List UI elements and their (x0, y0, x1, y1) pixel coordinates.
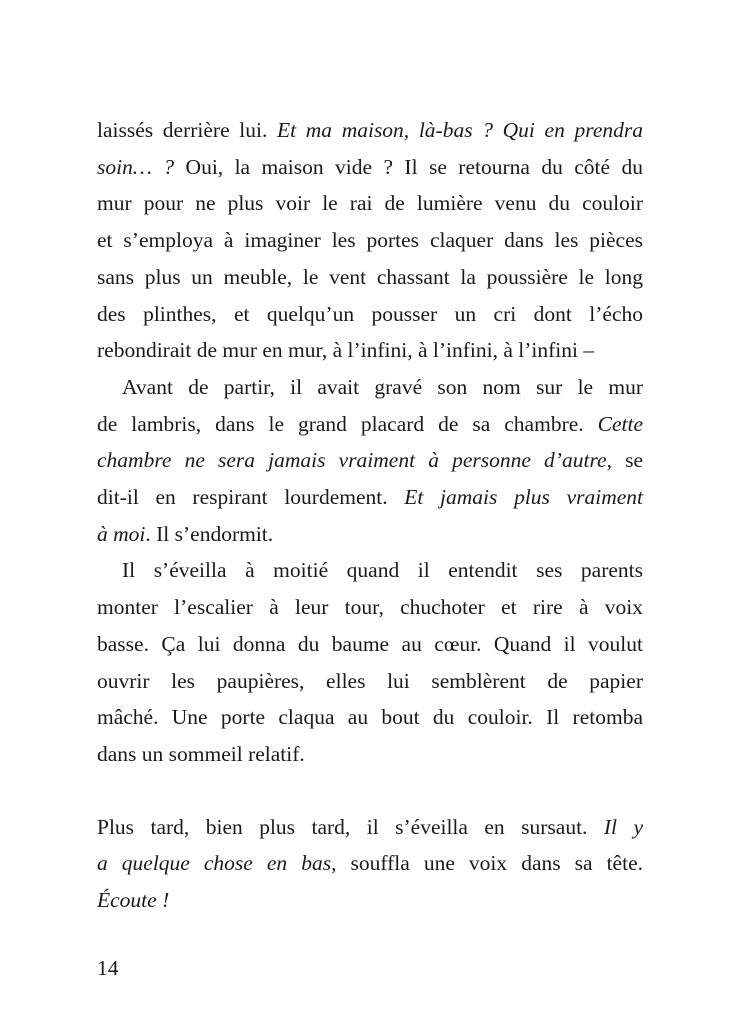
text-line (97, 552, 643, 589)
italic-text: Cette (597, 411, 643, 436)
text-run: . Il s’endormit. (145, 521, 274, 546)
text-run: monter l’escalier à leur tour, chuchoter et rire à voix (97, 595, 643, 620)
text-line (97, 479, 643, 516)
text-run: mur pour ne plus voir le rai de lumière venu du couloir (97, 191, 643, 216)
text-run: sans plus un meuble, le vent chassant la poussière le long (97, 264, 643, 289)
text-run: mâché. Une porte claqua au bout du couloir. Il retomba (97, 705, 643, 730)
paragraph (97, 112, 643, 369)
paragraph (97, 369, 643, 553)
italic-text: Et jamais plus vraiment (404, 485, 643, 510)
section-break (97, 773, 643, 809)
text-run: basse. Ça lui donna du baume au cœur. Quand il voulut (97, 631, 643, 656)
text-line (97, 149, 643, 186)
italic-text: à moi (97, 521, 146, 546)
text-run: Plus tard, bien plus tard, il s’éveilla en sursaut. (97, 814, 604, 839)
text-run: de lambris, dans le grand placard de sa chambre. (97, 411, 598, 436)
text-run: ouvrir les paupières, elles lui semblèrent de papier (97, 668, 643, 693)
text-line (97, 626, 643, 663)
paragraph (97, 809, 643, 919)
text-line (97, 699, 643, 736)
italic-text: a quelque chose en bas (97, 851, 332, 876)
paragraph (97, 552, 643, 772)
text-line (97, 259, 643, 296)
text-line (97, 112, 643, 149)
italic-text: soin… ? (97, 154, 175, 179)
text-line (97, 332, 643, 369)
text-run: dit-il en respirant lourdement. (97, 485, 405, 510)
italic-text: Il y (603, 814, 643, 839)
text-line (97, 516, 643, 553)
page-body (97, 112, 643, 919)
text-line (97, 663, 643, 700)
text-run: Oui, la maison vide ? Il se retourna du côté du (174, 154, 643, 179)
text-run: dans un sommeil relatif. (97, 741, 305, 766)
text-line (97, 809, 643, 846)
page-number: 14 (97, 956, 119, 980)
italic-text: Écoute ! (97, 888, 170, 913)
text-line (97, 882, 643, 919)
text-line (97, 845, 643, 882)
italic-text: Et ma maison, là-bas ? Qui en prendra (277, 118, 643, 142)
text-run: Avant de partir, il avait gravé son nom sur le mur (122, 374, 643, 399)
text-line (97, 736, 643, 773)
text-line (97, 185, 643, 222)
text-line (97, 589, 643, 626)
text-run: et s’employa à imaginer les portes claquer dans les pièces (97, 228, 643, 253)
text-run: des plinthes, et quelqu’un pousser un cri dont l’écho (97, 301, 643, 326)
text-line (97, 222, 643, 259)
text-run: , se (606, 448, 643, 473)
text-line (97, 369, 643, 406)
text-line (97, 296, 643, 333)
italic-text: chambre ne sera jamais vraiment à personne d’autre (97, 448, 607, 473)
text-run: Il s’éveilla à moitié quand il entendit ses parents (122, 558, 643, 583)
text-line (97, 442, 643, 479)
text-run: laissés derrière lui. (97, 118, 277, 142)
text-run: rebondirait de mur en mur, à l’infini, à l’infini, à l’infini – (97, 338, 595, 363)
text-run: , souffla une voix dans sa tête. (331, 851, 643, 876)
text-line (97, 406, 643, 443)
